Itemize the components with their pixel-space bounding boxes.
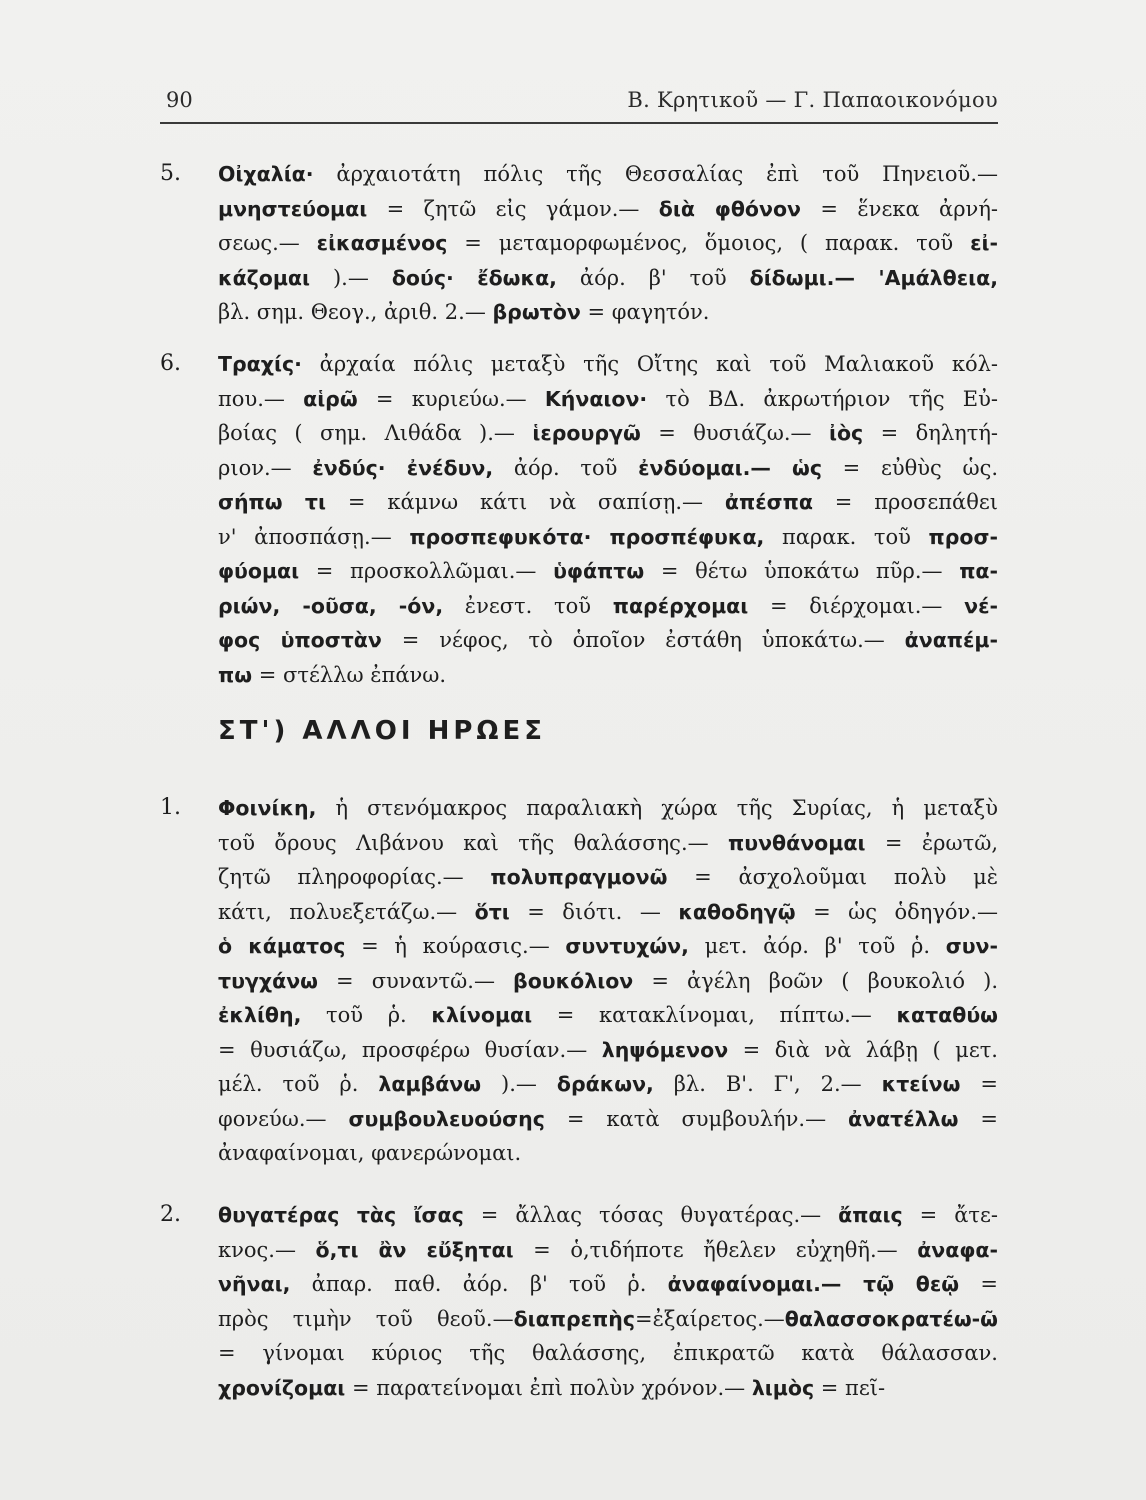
- headword: πολυπραγμονῶ: [490, 865, 668, 889]
- gloss-text: = πεῖ-: [814, 1375, 886, 1400]
- header-rule: [160, 122, 998, 124]
- headword: λαμβάνω: [378, 1072, 482, 1096]
- text-line: [218, 964, 998, 999]
- gloss-text: ).—: [310, 265, 392, 290]
- text-line: [218, 1302, 998, 1337]
- text-line: [218, 826, 998, 861]
- headword: ἀναπέμ-: [904, 628, 998, 652]
- headword: ληψόμενον: [601, 1037, 729, 1062]
- gloss-text: = κυριεύω.—: [357, 386, 545, 411]
- gloss-text: = φαγητόν.: [580, 300, 710, 324]
- headword: ἄπαις: [838, 1203, 903, 1227]
- gloss-text: = προσεπάθει: [812, 490, 998, 514]
- headword: φύομαι: [218, 559, 300, 583]
- page-header: [160, 88, 998, 116]
- gloss-text: ἐνεστ. τοῦ: [443, 593, 613, 618]
- gloss-text: ζητῶ πληροφορίας.—: [218, 865, 491, 889]
- gloss-text: = διὰ νὰ λάβῃ ( μετ.: [728, 1037, 998, 1062]
- gloss-text: = προσκολλῶμαι.—: [299, 559, 554, 583]
- headword: διὰ φθόνον: [658, 196, 802, 221]
- headword: βρωτὸν: [492, 300, 581, 324]
- gloss-text: = εὐθὺς ὡς.: [822, 455, 999, 480]
- gloss-text: μέλ. τοῦ ῥ.: [218, 1072, 379, 1096]
- gloss-text: βλ. σημ. Θεογ., ἀριθ. 2.—: [218, 300, 493, 324]
- headword: χρονίζομαι: [218, 1375, 346, 1400]
- headword: κάζομαι: [218, 265, 310, 290]
- gloss-text: ν' ἀποσπάσῃ.—: [218, 524, 410, 549]
- gloss-text: σεως.—: [218, 231, 317, 255]
- gloss-text: = ἀσχολοῦμαι πολὺ μὲ: [667, 865, 998, 889]
- headword: φος ὑποστὰν: [218, 628, 382, 652]
- headword: θυγατέρας τὰς ἴσας: [218, 1203, 464, 1227]
- gloss-text: = διότι. —: [509, 899, 679, 924]
- gloss-text: = στέλλω ἐπάνω.: [252, 662, 447, 687]
- gloss-text: βοίας ( σημ. Λιθάδα ).—: [218, 421, 533, 445]
- headword: Τραχίς·: [218, 352, 302, 376]
- headword: νέ-: [964, 593, 998, 618]
- text-line: [218, 295, 998, 330]
- text-line: [218, 226, 998, 261]
- gloss-text: = νέφος, τὸ ὁποῖον ἐστάθη ὑποκάτω.—: [381, 628, 905, 652]
- headword: ριών, -οῦσα, -όν,: [218, 593, 444, 618]
- gloss-text: = θέτω ὑποκάτω πῦρ.—: [644, 559, 960, 583]
- text-line: [218, 347, 998, 382]
- headword: ὅτι: [474, 899, 510, 924]
- text-line: [218, 382, 998, 417]
- section-heading: ΣΤ') ΑΛΛΟΙ ΗΡΩΕΣ: [218, 716, 547, 746]
- headword: δράκων,: [556, 1072, 654, 1096]
- gloss-text: = ὁ,τιδήποτε ἤθελεν εὐχηθῆ.—: [513, 1237, 918, 1262]
- headword: πω: [218, 662, 253, 687]
- text-line: [218, 1371, 998, 1406]
- entry-number: 1.: [160, 795, 181, 820]
- gloss-text: = συναντῶ.—: [317, 968, 514, 993]
- headword: Κήναιον·: [544, 386, 648, 411]
- headword: ὅ,τι ἂν εὔξηται: [315, 1237, 514, 1262]
- headword: κτείνω: [881, 1072, 961, 1096]
- gloss-text: = ζητῶ εἰς γάμον.—: [367, 196, 659, 221]
- headword: προσ-: [928, 524, 998, 549]
- gloss-text: = ἡ κούρασις.—: [345, 934, 566, 958]
- headword: ἀπέσπα: [724, 490, 813, 514]
- gloss-text: ἡ στενόμακρος παραλιακὴ χώρα τῆς Συρίας, ἡ μεταξὺ: [316, 796, 998, 820]
- headword: Οἰχαλία·: [218, 162, 314, 186]
- headword: δούς· ἔδωκα,: [391, 265, 557, 290]
- text-line: [218, 589, 998, 624]
- gloss-text: τὸ ΒΔ. ἀκρωτήριον τῆς Εὐ-: [647, 386, 998, 411]
- entry-number: 5.: [160, 161, 181, 186]
- gloss-text: παρακ. τοῦ: [764, 524, 929, 549]
- headword: σήπω τι: [218, 490, 326, 514]
- gloss-text: κάτι, πολυεξετάζω.—: [218, 899, 475, 924]
- headword: εἰκασμένος: [316, 231, 448, 255]
- headword: πυνθάνομαι: [728, 830, 866, 855]
- gloss-text: =: [959, 1272, 998, 1296]
- headword: συμβουλευούσης: [348, 1106, 545, 1131]
- gloss-text: = κατὰ συμβουλήν.—: [544, 1106, 849, 1131]
- gloss-text: = θυσιάζω, προσφέρω θυσίαν.—: [218, 1037, 602, 1062]
- gloss-text: ἀρχαία πόλις μεταξὺ τῆς Οἴτης καὶ τοῦ Μαλιακοῦ κόλ-: [301, 352, 998, 376]
- text-line: [218, 1336, 998, 1371]
- headword: ἐνδύς· ἐνέδυν,: [312, 455, 494, 480]
- gloss-text: =ἐξαίρετος.—: [635, 1306, 785, 1331]
- headword: ὑφάπτω: [553, 559, 645, 583]
- headword: δίδωμι.— 'Αμάλθεια,: [749, 265, 999, 290]
- gloss-text: φονεύω.—: [218, 1106, 349, 1131]
- gloss-text: = θυσιάζω.—: [640, 421, 829, 445]
- gloss-text: = ἕνεκα ἀρνή-: [801, 196, 998, 221]
- headword: ἐκλίθη,: [218, 1003, 302, 1027]
- gloss-text: ).—: [481, 1072, 557, 1096]
- text-line: [218, 623, 998, 658]
- text-line: [218, 1233, 998, 1268]
- text-line: [218, 157, 998, 192]
- gloss-text: ἀναφαίνομαι, φανερώνομαι.: [218, 1141, 522, 1165]
- headword: συν-: [945, 934, 999, 958]
- gloss-text: = παρατείνομαι ἐπὶ πολὺν χρόνον.—: [345, 1375, 752, 1400]
- gloss-text: = διέρχομαι.—: [748, 593, 965, 618]
- headword: θαλασσοκρατέω-ῶ: [784, 1306, 998, 1331]
- page-number: 90: [166, 88, 193, 112]
- gloss-text: = ὡς ὁδηγόν.—: [795, 899, 998, 924]
- text-line: [218, 658, 998, 693]
- headword: αἱρῶ: [303, 386, 358, 411]
- gloss-text: τοῦ ὄρους Λιβάνου καὶ τῆς θαλάσσης.—: [218, 830, 729, 855]
- gloss-text: τοῦ ῥ.: [301, 1003, 432, 1027]
- headword: ὁ κάματος: [218, 934, 346, 958]
- text-line: [218, 416, 998, 451]
- headword: νῆναι,: [218, 1272, 291, 1296]
- gloss-text: = ἄτε-: [902, 1203, 998, 1227]
- running-head: Β. Κρητικοῦ — Γ. Παπαοικονόμου: [627, 88, 998, 112]
- entry-number: 6.: [160, 351, 181, 376]
- headword: ἐνδύομαι.— ὡς: [638, 455, 823, 480]
- text-line: [218, 998, 998, 1033]
- text-line: [218, 791, 998, 826]
- headword: τυγχάνω: [218, 968, 318, 993]
- text-line: [218, 895, 998, 930]
- text-line: [218, 1102, 998, 1137]
- gloss-text: = γίνομαι κύριος τῆς θαλάσσης, ἐπικρατῶ κατὰ θάλασσαν.: [218, 1341, 998, 1365]
- headword: ἰὸς: [828, 421, 864, 445]
- headword: λιμὸς: [751, 1375, 815, 1400]
- headword: ἀνατέλλω: [848, 1106, 959, 1131]
- text-line: [218, 192, 998, 227]
- text-line: [218, 929, 998, 964]
- text-line: [218, 1267, 998, 1302]
- text-line: [218, 1067, 998, 1102]
- text-line: [218, 1198, 998, 1233]
- headword: καθοδηγῷ: [678, 899, 796, 924]
- headword: ἀναφα-: [917, 1237, 998, 1262]
- text-line: [218, 520, 998, 555]
- gloss-text: πρὸς τιμὴν τοῦ θεοῦ.—: [218, 1306, 514, 1331]
- gloss-text: = ἄλλας τόσας θυγατέρας.—: [463, 1203, 839, 1227]
- headword: διαπρεπὴς: [513, 1306, 636, 1331]
- gloss-text: ἀόρ. τοῦ: [493, 455, 639, 480]
- gloss-text: = ἐρωτῶ,: [865, 830, 999, 855]
- gloss-text: ριον.—: [218, 455, 313, 480]
- headword: πα-: [959, 559, 998, 583]
- text-line: [218, 451, 998, 486]
- text-line: [218, 554, 998, 589]
- gloss-text: = δηλητή-: [863, 421, 999, 445]
- gloss-text: βλ. Β'. Γ', 2.—: [653, 1072, 882, 1096]
- gloss-text: = κατακλίνομαι, πίπτω.—: [532, 1003, 897, 1027]
- text-line: [218, 485, 998, 520]
- headword: συντυχών,: [565, 934, 689, 958]
- text-line: [218, 1136, 998, 1171]
- headword: ἀναφαίνομαι.— τῷ θεῷ: [667, 1272, 960, 1296]
- text-line: [218, 1033, 998, 1068]
- gloss-text: κνος.—: [218, 1237, 316, 1262]
- entry-number: 2.: [160, 1202, 181, 1227]
- headword: καταθύω: [896, 1003, 998, 1027]
- text-line: [218, 261, 998, 296]
- text-line: [218, 860, 998, 895]
- headword: προσπεφυκότα· προσπέφυκα,: [409, 524, 765, 549]
- headword: εἰ-: [970, 231, 998, 255]
- gloss-text: που.—: [218, 386, 304, 411]
- gloss-text: = ἀγέλη βοῶν ( βουκολιό ).: [633, 968, 999, 993]
- gloss-text: ἀπαρ. παθ. ἀόρ. β' τοῦ ῥ.: [290, 1272, 668, 1296]
- gloss-text: =: [960, 1072, 999, 1096]
- headword: βουκόλιον: [513, 968, 634, 993]
- headword: μνηστεύομαι: [218, 196, 368, 221]
- gloss-text: =: [958, 1106, 998, 1131]
- gloss-text: = μεταμορφωμένος, ὅμοιος, ( παρακ. τοῦ: [447, 231, 971, 255]
- gloss-text: = κάμνω κάτι νὰ σαπίσῃ.—: [326, 490, 725, 514]
- headword: παρέρχομαι: [612, 593, 749, 618]
- headword: Φοινίκη,: [218, 796, 317, 820]
- gloss-text: ἀρχαιοτάτη πόλις τῆς Θεσσαλίας ἐπὶ τοῦ Πηνειοῦ.—: [313, 162, 998, 186]
- headword: κλίνομαι: [431, 1003, 533, 1027]
- headword: ἱερουργῶ: [532, 421, 641, 445]
- gloss-text: μετ. ἀόρ. β' τοῦ ῥ.: [688, 934, 946, 958]
- gloss-text: ἀόρ. β' τοῦ: [556, 265, 750, 290]
